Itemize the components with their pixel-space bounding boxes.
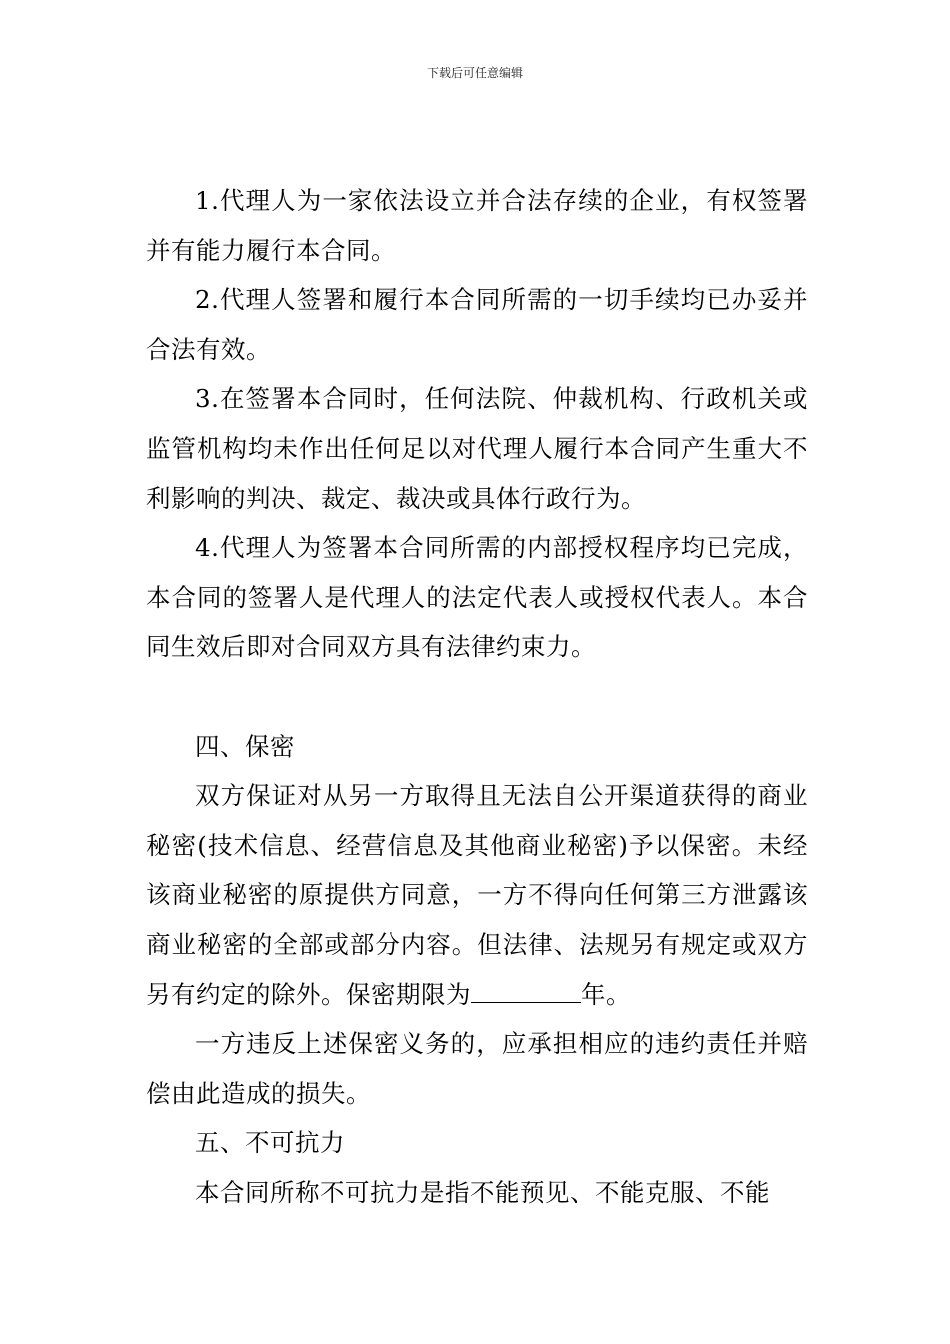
confidentiality-text-end: 年。 [581, 979, 631, 1009]
page-header: 下载后可任意编辑 [426, 66, 523, 80]
section-title-force-majeure: 五、不可抗力 [195, 1128, 345, 1158]
term-years-blank [471, 982, 581, 1003]
clause-item-4: 4.代理人为签署本合同所需的内部授权程序均已完成，本合同的签署人是代理人的法定代表人或授权代表人。本合同生效后即对合同双方具有法律约束力。 [146, 533, 808, 662]
document-body [146, 176, 808, 1217]
force-majeure-paragraph: 本合同所称不可抗力是指不能预见、不能克服、不能 [195, 1177, 770, 1207]
confidentiality-text: 双方保证对从另一方取得且无法自公开渠道获得的商业秘密(技术信息、经营信息及其他商业秘密)予以保密。未经该商业秘密的原提供方同意，一方不得向任何第三方泄露该商业秘密的全部或部分内容。但法律、法规另有规定或双方另有约定的除外。保密期限为 [146, 781, 808, 1009]
section-spacer [146, 672, 808, 722]
breach-paragraph: 一方违反上述保密义务的，应承担相应的违约责任并赔偿由此造成的损失。 [146, 1029, 808, 1108]
section-title-confidentiality: 四、保密 [195, 731, 295, 761]
clause-item-1: 1.代理人为一家依法设立并合法存续的企业，有权签署并有能力履行本合同。 [146, 186, 808, 265]
clause-item-2: 2.代理人签署和履行本合同所需的一切手续均已办妥并合法有效。 [146, 285, 808, 364]
clause-item-3: 3.在签署本合同时，任何法院、仲裁机构、行政机关或监管机构均未作出任何足以对代理人履行本合同产生重大不利影响的判决、裁定、裁决或具体行政行为。 [146, 384, 808, 513]
confidentiality-paragraph [146, 771, 808, 1019]
